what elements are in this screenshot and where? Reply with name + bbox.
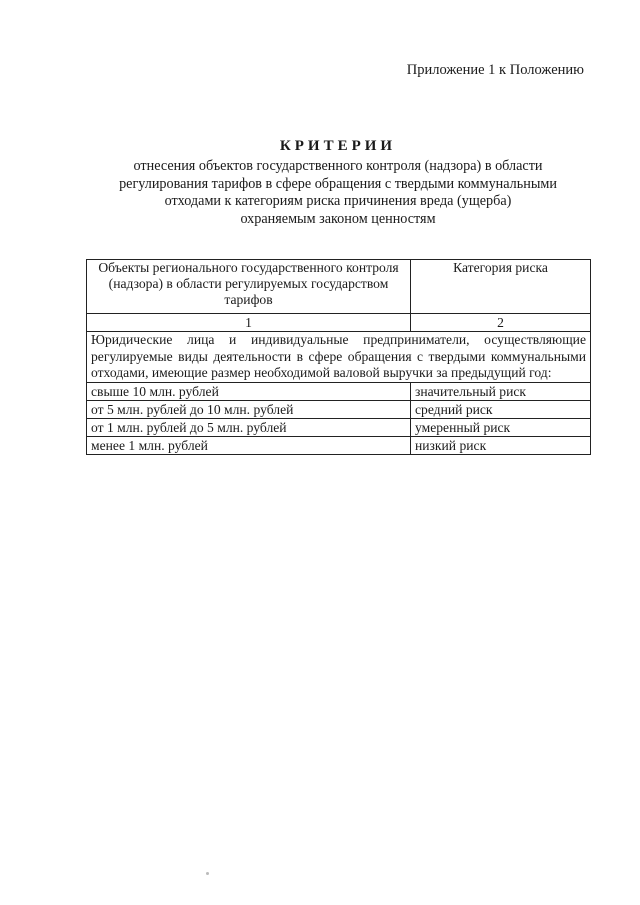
column-number: 2 bbox=[411, 314, 591, 332]
subtitle-line: охраняемым законом ценностям bbox=[240, 210, 436, 227]
header-row bbox=[87, 260, 591, 314]
subtitle-line: отнесения объектов государственного контроля (надзора) в области bbox=[133, 158, 543, 174]
subtitle-line: регулирования тарифов в сфере обращения с твердыми коммунальными bbox=[119, 175, 557, 192]
table-row bbox=[87, 436, 591, 454]
description-row bbox=[87, 332, 591, 383]
document-subtitle bbox=[86, 158, 590, 228]
object-cell: менее 1 млн. рублей bbox=[87, 436, 411, 454]
category-cell: средний риск bbox=[411, 400, 591, 418]
document-title: КРИТЕРИИ bbox=[279, 138, 397, 154]
object-cell: от 1 млн. рублей до 5 млн. рублей bbox=[87, 418, 411, 436]
object-cell: свыше 10 млн. рублей bbox=[87, 382, 411, 400]
subtitle-line: отходами к категориям риска причинения вреда (ущерба) bbox=[164, 193, 512, 209]
column-number: 1 bbox=[87, 314, 411, 332]
column-number-row bbox=[87, 314, 591, 332]
table-row bbox=[87, 400, 591, 418]
object-cell: от 5 млн. рублей до 10 млн. рублей bbox=[87, 400, 411, 418]
header-risk-category: Категория риска bbox=[411, 260, 591, 314]
description-cell: Юридические лица и индивидуальные предприниматели, осуществляющие регулируемые виды деятельности в сфере обращения с твердыми коммунальными отходами, имеющие размер необходимой валовой выручки за предыдущий год: bbox=[87, 332, 591, 383]
category-cell: значительный риск bbox=[411, 382, 591, 400]
category-cell: умеренный риск bbox=[411, 418, 591, 436]
table-row bbox=[87, 418, 591, 436]
scan-speck bbox=[206, 872, 209, 875]
criteria-table bbox=[86, 259, 591, 455]
table-row bbox=[87, 382, 591, 400]
header-objects: Объекты регионального государственного контроля (надзора) в области регулируемых государством тарифов bbox=[87, 260, 411, 314]
title-block bbox=[86, 138, 590, 228]
category-cell: низкий риск bbox=[411, 436, 591, 454]
appendix-label: Приложение 1 к Положению bbox=[406, 62, 584, 78]
